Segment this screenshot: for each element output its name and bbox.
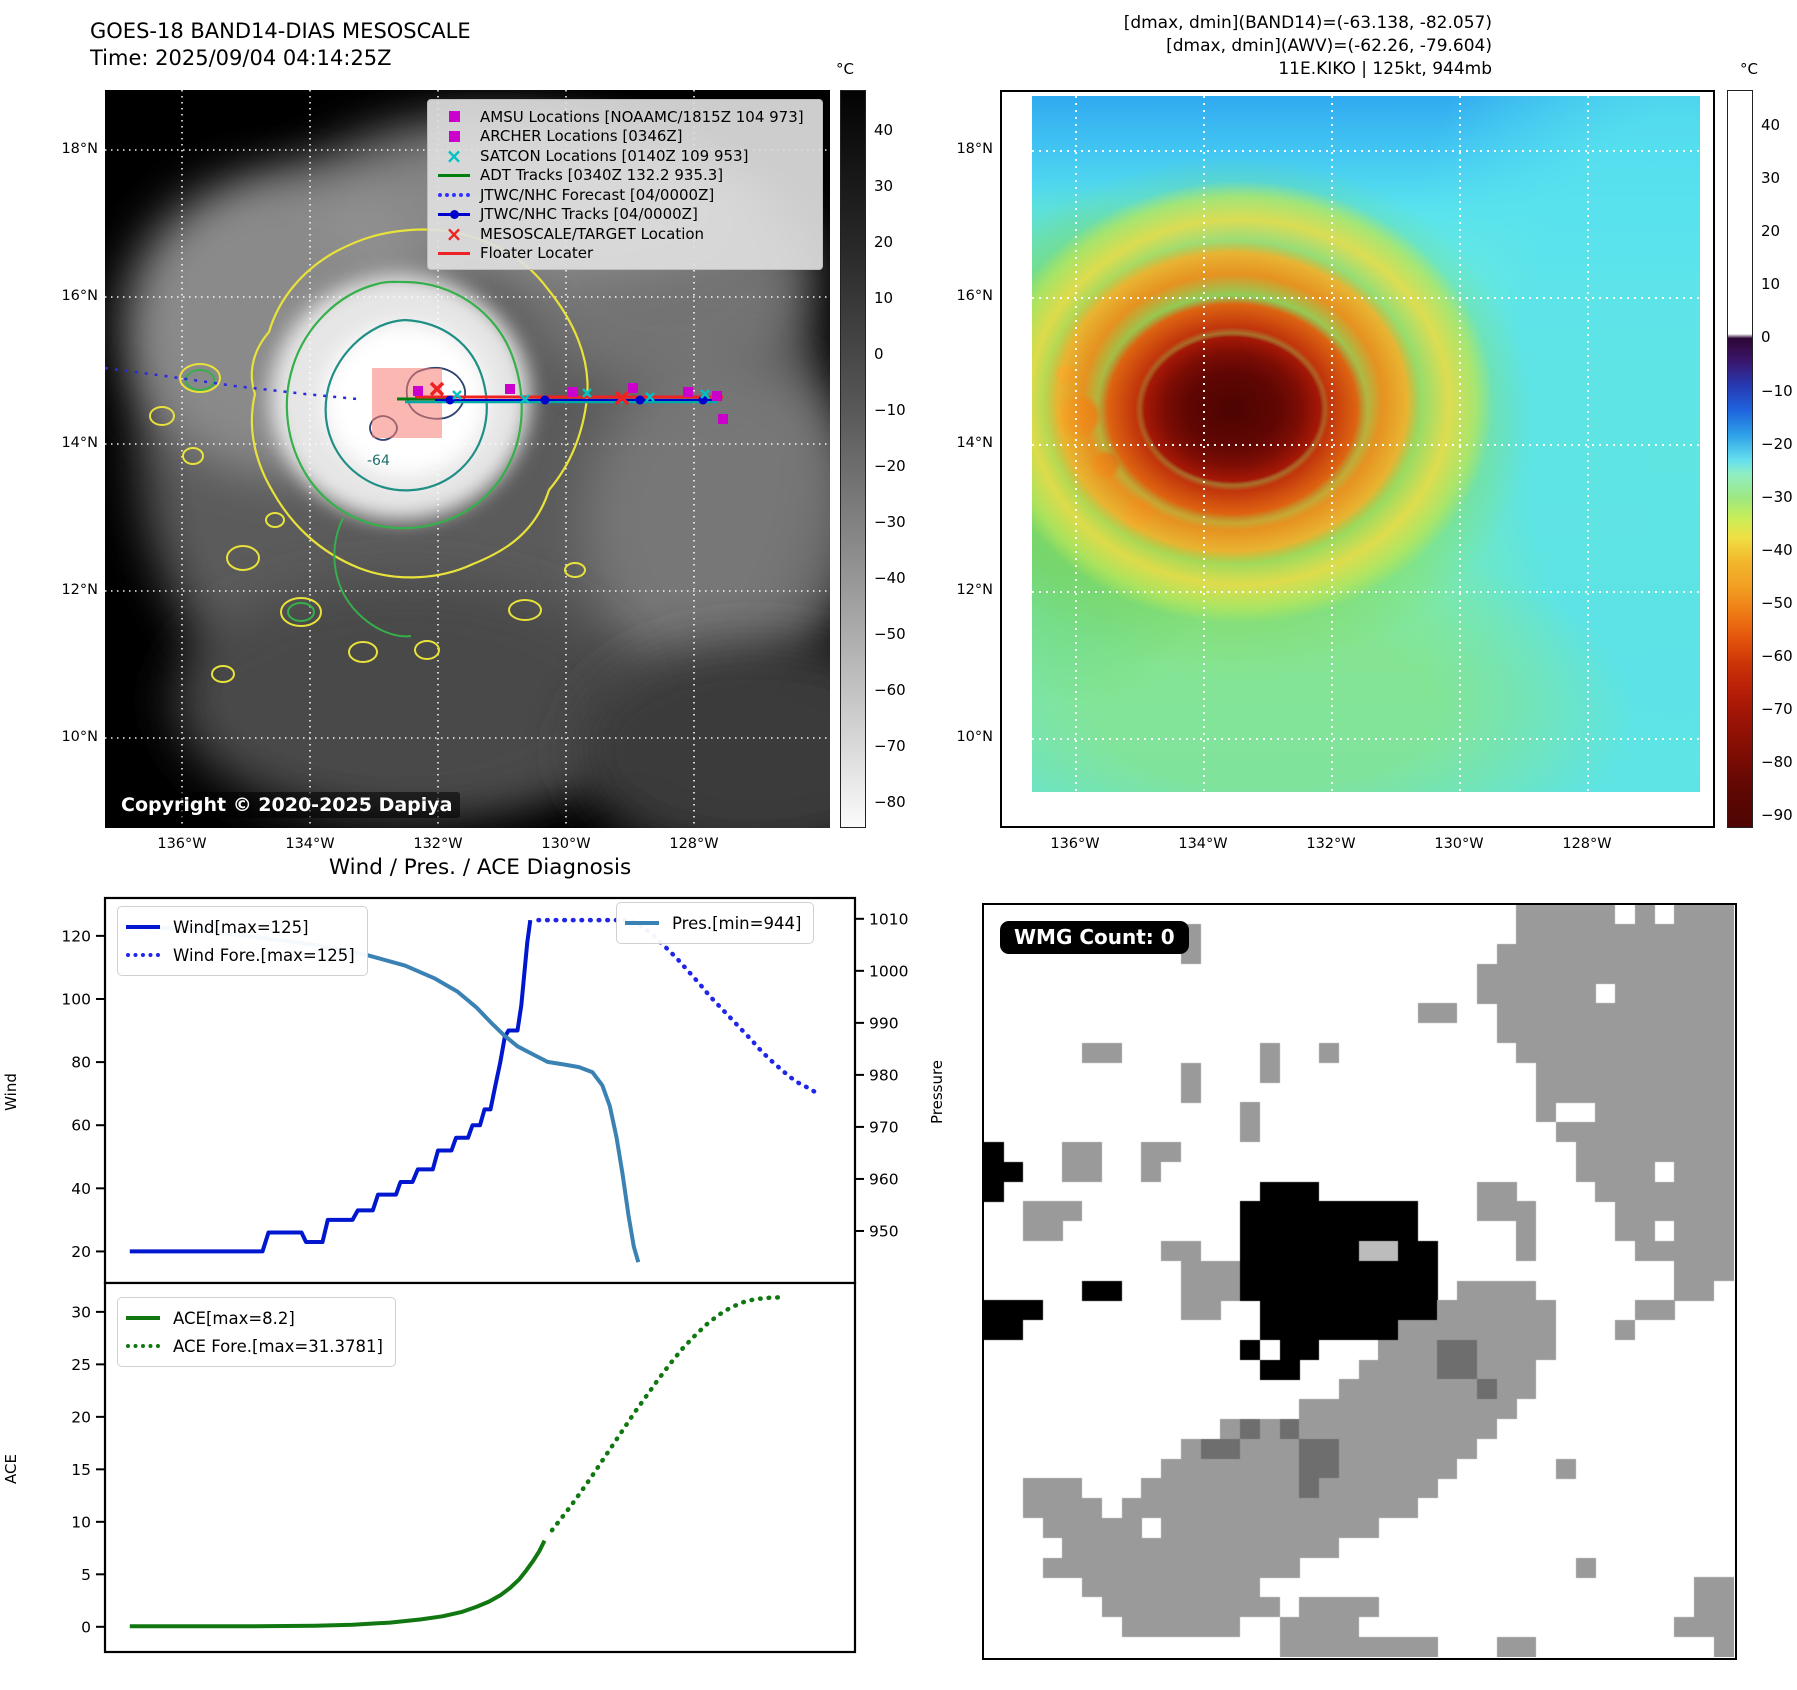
tl-lon-label: 132°W	[413, 836, 463, 852]
tr-colorbar-tick: −80	[1761, 753, 1793, 772]
map-legend-label: ADT Tracks [0340Z 132.2 935.3]	[480, 166, 724, 185]
tr-lon-label: 132°W	[1306, 836, 1356, 852]
y-tick-label: 0	[81, 1618, 91, 1637]
ir-satellite-map	[105, 90, 830, 828]
gridline	[1032, 444, 1700, 446]
gridline	[1032, 738, 1700, 740]
tl-colorbar-tick: 40	[874, 121, 894, 139]
tl-colorbar-tick: 0	[874, 345, 884, 363]
wind-line-swatch	[126, 925, 164, 929]
map-legend-item	[436, 185, 812, 205]
legend-label: ACE Fore.[max=31.3781]	[173, 1336, 383, 1356]
y-tick-label: 100	[61, 990, 91, 1009]
tl-colorbar-tick: −20	[874, 457, 906, 475]
y2-tick-label: 950	[869, 1222, 899, 1241]
tl-title-line1: GOES-18 BAND14-DIAS MESOSCALE	[90, 19, 471, 43]
wmg-count-badge: WMG Count: 0	[1000, 921, 1189, 954]
tl-colorbar-tick: −40	[874, 569, 906, 587]
tr-colorbar-tick: −10	[1761, 381, 1793, 400]
map-legend-label: Floater Locater	[480, 244, 594, 263]
legend-item	[126, 1332, 383, 1360]
map-legend-label: JTWC/NHC Forecast [04/0000Z]	[480, 185, 715, 204]
tl-lat-label: 18°N	[61, 141, 98, 157]
y2-tick-label: 990	[869, 1014, 899, 1033]
map-legend-label: SATCON Locations [0140Z 109 953]	[480, 146, 749, 165]
tl-lon-label: 134°W	[285, 836, 335, 852]
map-legend-item	[436, 244, 812, 264]
y-tick-label: 5	[81, 1565, 91, 1584]
tl-colorbar-tick: 20	[874, 233, 894, 251]
tr-lat-label: 12°N	[956, 582, 993, 598]
tr-colorbar-tick: −40	[1761, 540, 1793, 559]
y2-tick-label: 960	[869, 1170, 899, 1189]
dmax-dmin-band14: [dmax, dmin](BAND14)=(-63.138, -82.057)	[1123, 13, 1492, 33]
dotted-marker-icon	[436, 193, 472, 197]
tr-colorbar-tick: −70	[1761, 700, 1793, 719]
line-dot-marker-icon	[436, 213, 472, 216]
tr-annotations	[1124, 12, 1492, 81]
pres-legend	[616, 902, 814, 944]
tl-colorbar-tick: −50	[874, 625, 906, 643]
tl-colorbar-tick: −60	[874, 681, 906, 699]
pressure-axis-label: Pressure	[928, 1059, 947, 1125]
tl-colorbar-tick: −30	[874, 513, 906, 531]
line-marker-icon	[436, 252, 472, 256]
charts-title: Wind / Pres. / ACE Diagnosis	[328, 855, 632, 880]
ace-legend	[117, 1297, 396, 1367]
tr-lon-label: 136°W	[1050, 836, 1100, 852]
ace-fore-swatch	[126, 1344, 164, 1348]
tr-colorbar-tick: −50	[1761, 593, 1793, 612]
tl-lon-label: 130°W	[541, 836, 591, 852]
tl-colorbar-unit: °C	[836, 60, 854, 78]
tl-lon-label: 136°W	[157, 836, 207, 852]
map-legend-item	[436, 221, 812, 246]
tl-colorbar-tick: 30	[874, 177, 894, 195]
tl-title-line2: Time: 2025/09/04 04:14:25Z	[90, 46, 392, 70]
pres-line-swatch	[625, 921, 663, 925]
tr-lat-label: 18°N	[956, 141, 993, 157]
tr-lat-label: 16°N	[956, 288, 993, 304]
legend-label: Wind[max=125]	[173, 917, 309, 937]
tr-colorbar-tick: −20	[1761, 434, 1793, 453]
map-legend-label: ARCHER Locations [0346Z]	[480, 127, 683, 146]
tl-lat-label: 12°N	[61, 582, 98, 598]
tr-colorbar-tick: 30	[1761, 169, 1781, 188]
tr-colorbar-tick: 10	[1761, 275, 1781, 294]
y-tick-label: 80	[71, 1053, 91, 1072]
tr-lat-label: 14°N	[956, 435, 993, 451]
ace-axis-label: ACE	[1, 1454, 20, 1484]
y2-tick-label: 970	[869, 1118, 899, 1137]
map-legend-item	[436, 205, 812, 225]
tr-colorbar-unit: °C	[1740, 60, 1758, 78]
y2-tick-label: 980	[869, 1066, 899, 1085]
wmg-panel	[982, 903, 1737, 1660]
color-ir-map	[1032, 96, 1700, 792]
tr-colorbar-tick: 20	[1761, 222, 1781, 241]
tr-colorbar	[1727, 90, 1753, 828]
tl-lon-label: 128°W	[669, 836, 719, 852]
legend-label: Wind Fore.[max=125]	[173, 945, 355, 965]
tl-lat-label: 10°N	[61, 729, 98, 745]
y-tick-label: 120	[61, 927, 91, 946]
tr-colorbar-tick: 0	[1761, 328, 1771, 347]
y-tick-label: 25	[71, 1355, 91, 1374]
y-tick-label: 30	[71, 1303, 91, 1322]
wind-pres-ace-charts	[0, 850, 970, 1690]
map-legend-label: AMSU Locations [NOAAMC/1815Z 104 973]	[480, 107, 804, 126]
square-marker-icon	[436, 111, 472, 122]
map-legend	[427, 99, 823, 270]
legend-label: Pres.[min=944]	[672, 913, 802, 933]
tr-lon-label: 128°W	[1562, 836, 1612, 852]
tr-lat-label: 10°N	[956, 729, 993, 745]
tl-lat-label: 14°N	[61, 435, 98, 451]
line-marker-icon	[436, 174, 472, 178]
tr-lon-label: 134°W	[1178, 836, 1228, 852]
tl-colorbar	[840, 90, 866, 828]
y-tick-label: 20	[71, 1242, 91, 1261]
tl-colorbar-tick: −80	[874, 793, 906, 811]
y2-tick-label: 1000	[869, 962, 909, 981]
ace-line-swatch	[126, 1316, 164, 1320]
y-tick-label: 15	[71, 1460, 91, 1479]
copyright-text: Copyright © 2020-2025 Dapiya	[113, 792, 460, 818]
map-legend-label: MESOSCALE/TARGET Location	[480, 224, 705, 243]
gridline	[1032, 591, 1700, 593]
wind-fore-swatch	[126, 953, 164, 957]
map-legend-item	[436, 166, 812, 186]
tr-colorbar-tick: −60	[1761, 647, 1793, 665]
y-tick-label: 20	[71, 1408, 91, 1427]
dmax-dmin-awv: [dmax, dmin](AWV)=(-62.26, -79.604)	[1166, 36, 1492, 56]
legend-label: ACE[max=8.2]	[173, 1308, 295, 1328]
y2-tick-label: 1010	[869, 910, 909, 929]
wind-axis-label: Wind	[1, 1073, 20, 1111]
tl-lat-label: 16°N	[61, 288, 98, 304]
tr-colorbar-tick: −30	[1761, 487, 1793, 506]
y-tick-label: 10	[71, 1513, 91, 1532]
x-marker-icon: ×	[445, 221, 463, 246]
legend-item	[126, 913, 355, 941]
tl-colorbar-tick: −70	[874, 737, 906, 755]
legend-item	[126, 941, 355, 969]
map-legend-label: JTWC/NHC Tracks [04/0000Z]	[480, 205, 698, 224]
tr-colorbar-tick: 40	[1761, 116, 1781, 134]
wind-legend	[117, 906, 368, 976]
wmg-grid-map	[984, 905, 1734, 1657]
map-legend-item	[436, 127, 812, 147]
tl-colorbar-tick: −10	[874, 401, 906, 419]
tl-colorbar-tick: 10	[874, 289, 894, 307]
tr-lon-label: 130°W	[1434, 836, 1484, 852]
map-legend-item	[436, 107, 812, 127]
gridline	[1032, 150, 1700, 152]
legend-item	[126, 1304, 383, 1332]
map-legend-item	[436, 143, 812, 168]
tl-title	[90, 18, 471, 72]
x-marker-icon: ×	[445, 143, 463, 168]
legend-item	[625, 909, 801, 937]
square-marker-icon	[436, 131, 472, 142]
gridline	[1032, 297, 1700, 299]
tr-colorbar-tick: −90	[1761, 806, 1793, 825]
y-tick-label: 40	[71, 1179, 91, 1198]
storm-id-intensity: 11E.KIKO | 125kt, 944mb	[1278, 59, 1492, 79]
y-tick-label: 60	[71, 1116, 91, 1135]
contour-value-label: -64	[367, 453, 390, 469]
